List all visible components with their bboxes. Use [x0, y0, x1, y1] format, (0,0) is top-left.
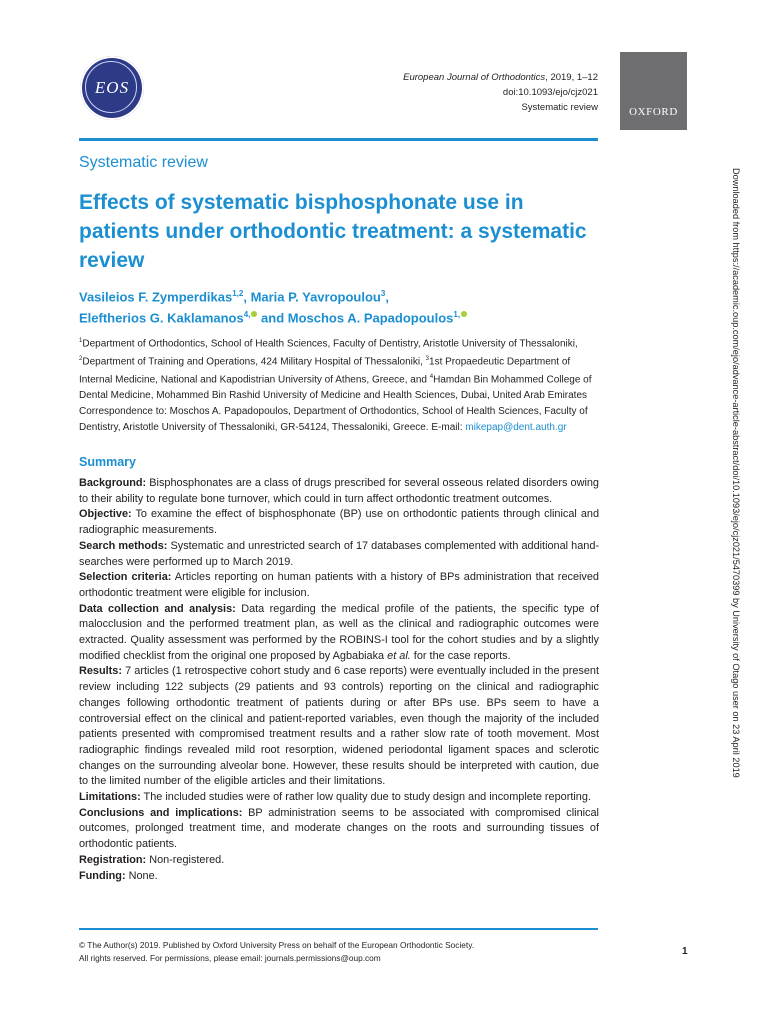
- author-name[interactable]: Eleftherios G. Kaklamanos: [79, 310, 244, 326]
- summary-selection-criteria: Selection criteria: Articles reporting on human patients with a history of BPs administration that received orthodontic treatment were eligible for inclusion.: [79, 571, 599, 599]
- publisher-logo: [620, 52, 687, 130]
- author-list: Vasileios F. Zymperdikas$^{1,2}$, Maria P. Yavropoulou$^3$, Eleftherios G. Kaklamanos$^{4,}$ and Moschos A. Papadopoulos$^{1,}$: [79, 285, 467, 328]
- author-name[interactable]: Maria P. Yavropoulou: [250, 289, 381, 305]
- author-affil-sup: 4,: [243, 310, 251, 320]
- permissions-line: All rights reserved. For permissions, please email: journals.permissions@oup.com: [79, 953, 381, 963]
- article-type-small: Systematic review: [521, 102, 598, 113]
- article-type: Systematic review: [79, 154, 208, 171]
- correspondence-text: Correspondence to: Moschos A. Papadopoulos, Department of Orthodontics, School of Health Sciences, Faculty of Dentistry, Aristotle University of Thessaloniki, GR-54124, Thessaloniki, Greece. E-mail:: [79, 406, 588, 433]
- orcid-icon[interactable]: [461, 311, 467, 317]
- top-rule: [79, 138, 598, 141]
- summary-funding: Funding: None.: [79, 869, 158, 882]
- copyright-footer: [79, 939, 474, 965]
- page-number: 1: [682, 946, 688, 957]
- summary-registration: Registration: Non-registered.: [79, 853, 225, 866]
- summary-background: Background: Bisphosphonates are a class of drugs prescribed for several osseous related disorders owing to their ability to regulate bone turnover, which could in turn affect orthodontic treatment outcomes.: [79, 477, 599, 505]
- bottom-rule: [79, 928, 598, 930]
- summary-results: Results: 7 articles (1 retrospective cohort study and 6 case reports) were eventually included in the present review including 122 subjects (29 patients and 93 controls) reporting on the clinical and radiographic changes following orthodontic treatment of patients during or after BPs use. BPs seem to have a controversial effect on the clinical and patient-reported variables, even though the majority of the included patients presented with compromised treatment results and a rather slow rate of tooth movement. Most radiographic findings revealed mild root resorption, widened periodontal ligament spaces and sclerotic changes on the surrounding alveolar bone. However, these results should be interpreted with caution, due to the limited number of the eligible articles and their limitations.: [79, 665, 599, 788]
- summary-limitations: Limitations: The included studies were of rather low quality due to study design and incomplete reporting.: [79, 791, 591, 804]
- author-affil-sup: 3: [380, 289, 386, 298]
- affiliation-2: Department of Training and Operations, 424 Military Hospital of Thessaloniki,: [82, 356, 426, 368]
- society-logo: [80, 56, 144, 120]
- doi: doi:10.1093/ejo/cjz021: [502, 87, 598, 98]
- affiliation-1: Department of Orthodontics, School of Health Sciences, Faculty of Dentistry, Aristotle University of Thessaloniki,: [82, 338, 578, 350]
- download-watermark: Downloaded from https://academic.oup.com/ejo/advance-article-abstract/doi/10.1093/ejo/cjz021/5470399 by University of Otago user on 23 April 2019: [731, 168, 741, 778]
- author-name[interactable]: and Moschos A. Papadopoulos: [261, 310, 454, 326]
- publisher-logo-text: OXFORD: [629, 106, 678, 118]
- summary-objective: Objective: To examine the effect of bisphosphonate (BP) use on orthodontic patients through clinical and radiographic measurements.: [79, 508, 599, 537]
- society-logo-monogram: EOS: [94, 78, 130, 97]
- author-affil-sup: 1,: [453, 310, 461, 320]
- journal-year-pages: , 2019, 1–12: [545, 72, 598, 83]
- affiliations: $^1$Department of Orthodontics, School of Health Sciences, Faculty of Dentistry, Aristotle University of Thessaloniki, $^2$Department of Training and Operations, 424 Military Hospital of Thessaloniki, $^3$1st Propaedeutic Department of Internal Medicine, National and Kapodistrian University of Athens, Greece, and $^4$Hamdan Bin Mohammed College of Dental Medicine, Mohammed Bin Rashid University of Medicine and Health Sciences, Dubai, United Arab Emirates: [79, 338, 592, 401]
- correspondence-email-link[interactable]: mikepap@dent.auth.gr: [465, 421, 567, 433]
- author-affil-sup: 1,2: [232, 289, 244, 298]
- summary-conclusions: Conclusions and implications: BP administration seems to be associated with compromised clinical outcomes, prolonged treatment time, and moderate changes on the roots and surrounding tissues of orthodontic patients.: [79, 806, 599, 851]
- affiliation-4: Hamdan Bin Mohammed College of Dental Medicine, Mohammed Bin Rashid University of Medicine and Health Sciences, Dubai, United Arab Emirates: [79, 374, 592, 401]
- summary-search-methods: Search methods: Systematic and unrestricted search of 17 databases complemented with additional hand-searches were performed up to March 2019.: [79, 539, 600, 568]
- summary-data-collection: Data collection and analysis: Data regarding the medical profile of the patients, the specific type of malocclusion and the performed treatment plan, as well as the clinical and radiographic outcomes were extracted. Quality assessment was performed by the ROBINS-I tool for the cohort studies and by a slightly modified checklist from the original one proposed by Agbabiaka et al. for the case reports.: [79, 602, 599, 662]
- summary-body: [79, 476, 599, 884]
- journal-citation: [403, 70, 598, 85]
- correspondence: [79, 404, 601, 435]
- summary-heading: Summary: [79, 455, 136, 469]
- copyright-line: © The Author(s) 2019. Published by Oxford University Press on behalf of the European Orthodontic Society.: [79, 940, 475, 950]
- affiliation-3: 1st Propaedeutic Department of Internal Medicine, National and Kapodistrian University of Athens, Greece, and: [79, 356, 571, 386]
- journal-name: European Journal of Orthodontics: [403, 72, 546, 83]
- author-name[interactable]: Vasileios F. Zymperdikas: [79, 289, 233, 305]
- article-title: Effects of systematic bisphosphonate use in patients under orthodontic treatment: a systematic review: [79, 191, 587, 272]
- journal-info: [403, 70, 598, 115]
